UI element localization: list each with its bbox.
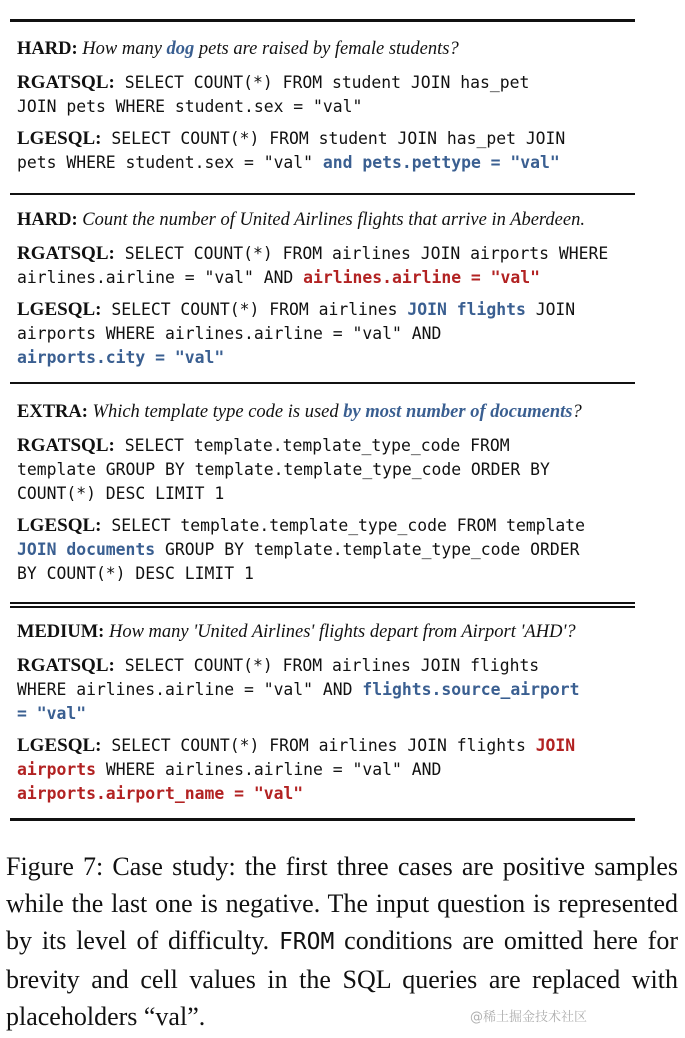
question-line bbox=[17, 400, 657, 424]
sql-line bbox=[17, 151, 657, 175]
watermark: @稀土掘金技术社区 bbox=[470, 1010, 588, 1025]
rgatsql-query bbox=[17, 434, 657, 506]
sql-text: SELECT COUNT(*) FROM airlines JOIN flights bbox=[111, 736, 536, 755]
question-highlight: dog bbox=[166, 39, 195, 59]
sql-text: COUNT(*) DESC LIMIT 1 bbox=[17, 484, 225, 503]
model-label: LGESQL: bbox=[17, 128, 102, 149]
sql-diff-correct: JOIN documents bbox=[17, 540, 156, 559]
question-text: Count the number of United Airlines flights that arrive in Aberdeen. bbox=[82, 210, 585, 230]
case-block bbox=[17, 400, 657, 586]
double-divider-rule-top bbox=[10, 602, 635, 604]
case-block bbox=[17, 620, 657, 806]
caption-text: Case study: the first three cases are positive samples while the last one is negative. The input question is represented by its level of difficulty. bbox=[6, 852, 679, 955]
sql-line bbox=[17, 758, 657, 782]
sql-text: WHERE airlines.airline = "val" AND bbox=[17, 680, 363, 699]
sql-line bbox=[17, 678, 657, 702]
sql-diff-error: airports.airport_name = "val" bbox=[17, 784, 304, 803]
question-text: How many 'United Airlines' flights depart from Airport 'AHD'? bbox=[108, 622, 576, 642]
sql-line bbox=[17, 562, 657, 586]
sql-text: template GROUP BY template.template_type_code ORDER BY bbox=[17, 460, 550, 479]
sql-line bbox=[17, 266, 657, 290]
sql-line bbox=[17, 458, 657, 482]
difficulty-label: MEDIUM: bbox=[17, 622, 105, 642]
lgesql-query bbox=[17, 734, 657, 806]
sql-diff-correct: and pets.pettype = "val" bbox=[322, 153, 560, 172]
sql-line bbox=[17, 782, 657, 806]
sql-text: SELECT template.template_type_code FROM template bbox=[111, 516, 586, 535]
sql-line bbox=[17, 71, 657, 95]
sql-diff-correct: airports.city = "val" bbox=[17, 348, 225, 367]
sql-line bbox=[17, 538, 657, 562]
sql-line bbox=[17, 322, 657, 346]
difficulty-label: HARD: bbox=[17, 210, 78, 230]
sql-line bbox=[17, 242, 657, 266]
model-label: LGESQL: bbox=[17, 735, 102, 756]
question-highlight: by most number of documents bbox=[343, 402, 573, 422]
case-block bbox=[17, 208, 657, 370]
sql-line bbox=[17, 434, 657, 458]
sql-line bbox=[17, 482, 657, 506]
sql-line bbox=[17, 514, 657, 538]
sql-diff-error: JOIN bbox=[535, 736, 576, 755]
sql-text: BY COUNT(*) DESC LIMIT 1 bbox=[17, 564, 254, 583]
difficulty-label: EXTRA: bbox=[17, 402, 88, 422]
sql-text: airports WHERE airlines.airline = "val" AND bbox=[17, 324, 442, 343]
case-divider-rule bbox=[10, 382, 635, 384]
rgatsql-query bbox=[17, 71, 657, 119]
sql-line bbox=[17, 127, 657, 151]
sql-line bbox=[17, 702, 657, 726]
model-label: LGESQL: bbox=[17, 299, 102, 320]
sql-text: GROUP BY template.template_type_code ORDER bbox=[155, 540, 580, 559]
sql-text: SELECT template.template_type_code FROM bbox=[124, 436, 510, 455]
rgatsql-query bbox=[17, 654, 657, 726]
sql-text: JOIN bbox=[525, 300, 576, 319]
question-text: pets are raised by female students? bbox=[194, 39, 459, 59]
sql-text: SELECT COUNT(*) FROM airlines bbox=[111, 300, 408, 319]
figure-bottom-rule bbox=[10, 818, 635, 821]
sql-line bbox=[17, 95, 657, 119]
difficulty-label: HARD: bbox=[17, 39, 78, 59]
caption-label: Figure 7: bbox=[6, 852, 104, 881]
lgesql-query bbox=[17, 514, 657, 586]
sql-diff-correct: flights.source_airport bbox=[362, 680, 580, 699]
case-block bbox=[17, 37, 657, 175]
question-line bbox=[17, 208, 657, 232]
caption-text: conditions are omitted here for brevity and cell values in the SQL queries are replaced with placeholders “val”. bbox=[6, 926, 679, 1031]
question-line bbox=[17, 37, 657, 61]
sql-text: pets WHERE student.sex = "val" bbox=[17, 153, 323, 172]
sql-diff-error: airlines.airline = "val" bbox=[303, 268, 541, 287]
model-label: LGESQL: bbox=[17, 515, 102, 536]
model-label: RGATSQL: bbox=[17, 243, 115, 264]
caption-code: FROM bbox=[278, 929, 335, 955]
sql-text: SELECT COUNT(*) FROM airlines JOIN airports WHERE bbox=[124, 244, 609, 263]
question-text: Which template type code is used bbox=[92, 402, 344, 422]
sql-line bbox=[17, 654, 657, 678]
sql-text: SELECT COUNT(*) FROM airlines JOIN flights bbox=[124, 656, 540, 675]
figure-top-rule bbox=[10, 19, 635, 22]
model-label: RGATSQL: bbox=[17, 655, 115, 676]
lgesql-query bbox=[17, 127, 657, 175]
sql-line bbox=[17, 346, 657, 370]
model-label: RGATSQL: bbox=[17, 435, 115, 456]
lgesql-query bbox=[17, 298, 657, 370]
sql-text: WHERE airlines.airline = "val" AND bbox=[95, 760, 442, 779]
sql-line bbox=[17, 734, 657, 758]
sql-diff-error: airports bbox=[17, 760, 96, 779]
sql-text: SELECT COUNT(*) FROM student JOIN has_pet bbox=[124, 73, 530, 92]
rgatsql-query bbox=[17, 242, 657, 290]
sql-diff-correct: JOIN flights bbox=[407, 300, 526, 319]
model-label: RGATSQL: bbox=[17, 72, 115, 93]
sql-line bbox=[17, 298, 657, 322]
sql-text: SELECT COUNT(*) FROM student JOIN has_pet JOIN bbox=[111, 129, 566, 148]
question-text: ? bbox=[572, 402, 582, 422]
case-divider-rule bbox=[10, 193, 635, 195]
sql-text: airlines.airline = "val" AND bbox=[17, 268, 304, 287]
question-text: How many bbox=[82, 39, 167, 59]
sql-text: JOIN pets WHERE student.sex = "val" bbox=[17, 97, 363, 116]
double-divider-rule-bottom bbox=[10, 606, 635, 608]
question-line bbox=[17, 620, 657, 644]
sql-diff-correct: = "val" bbox=[17, 704, 87, 723]
